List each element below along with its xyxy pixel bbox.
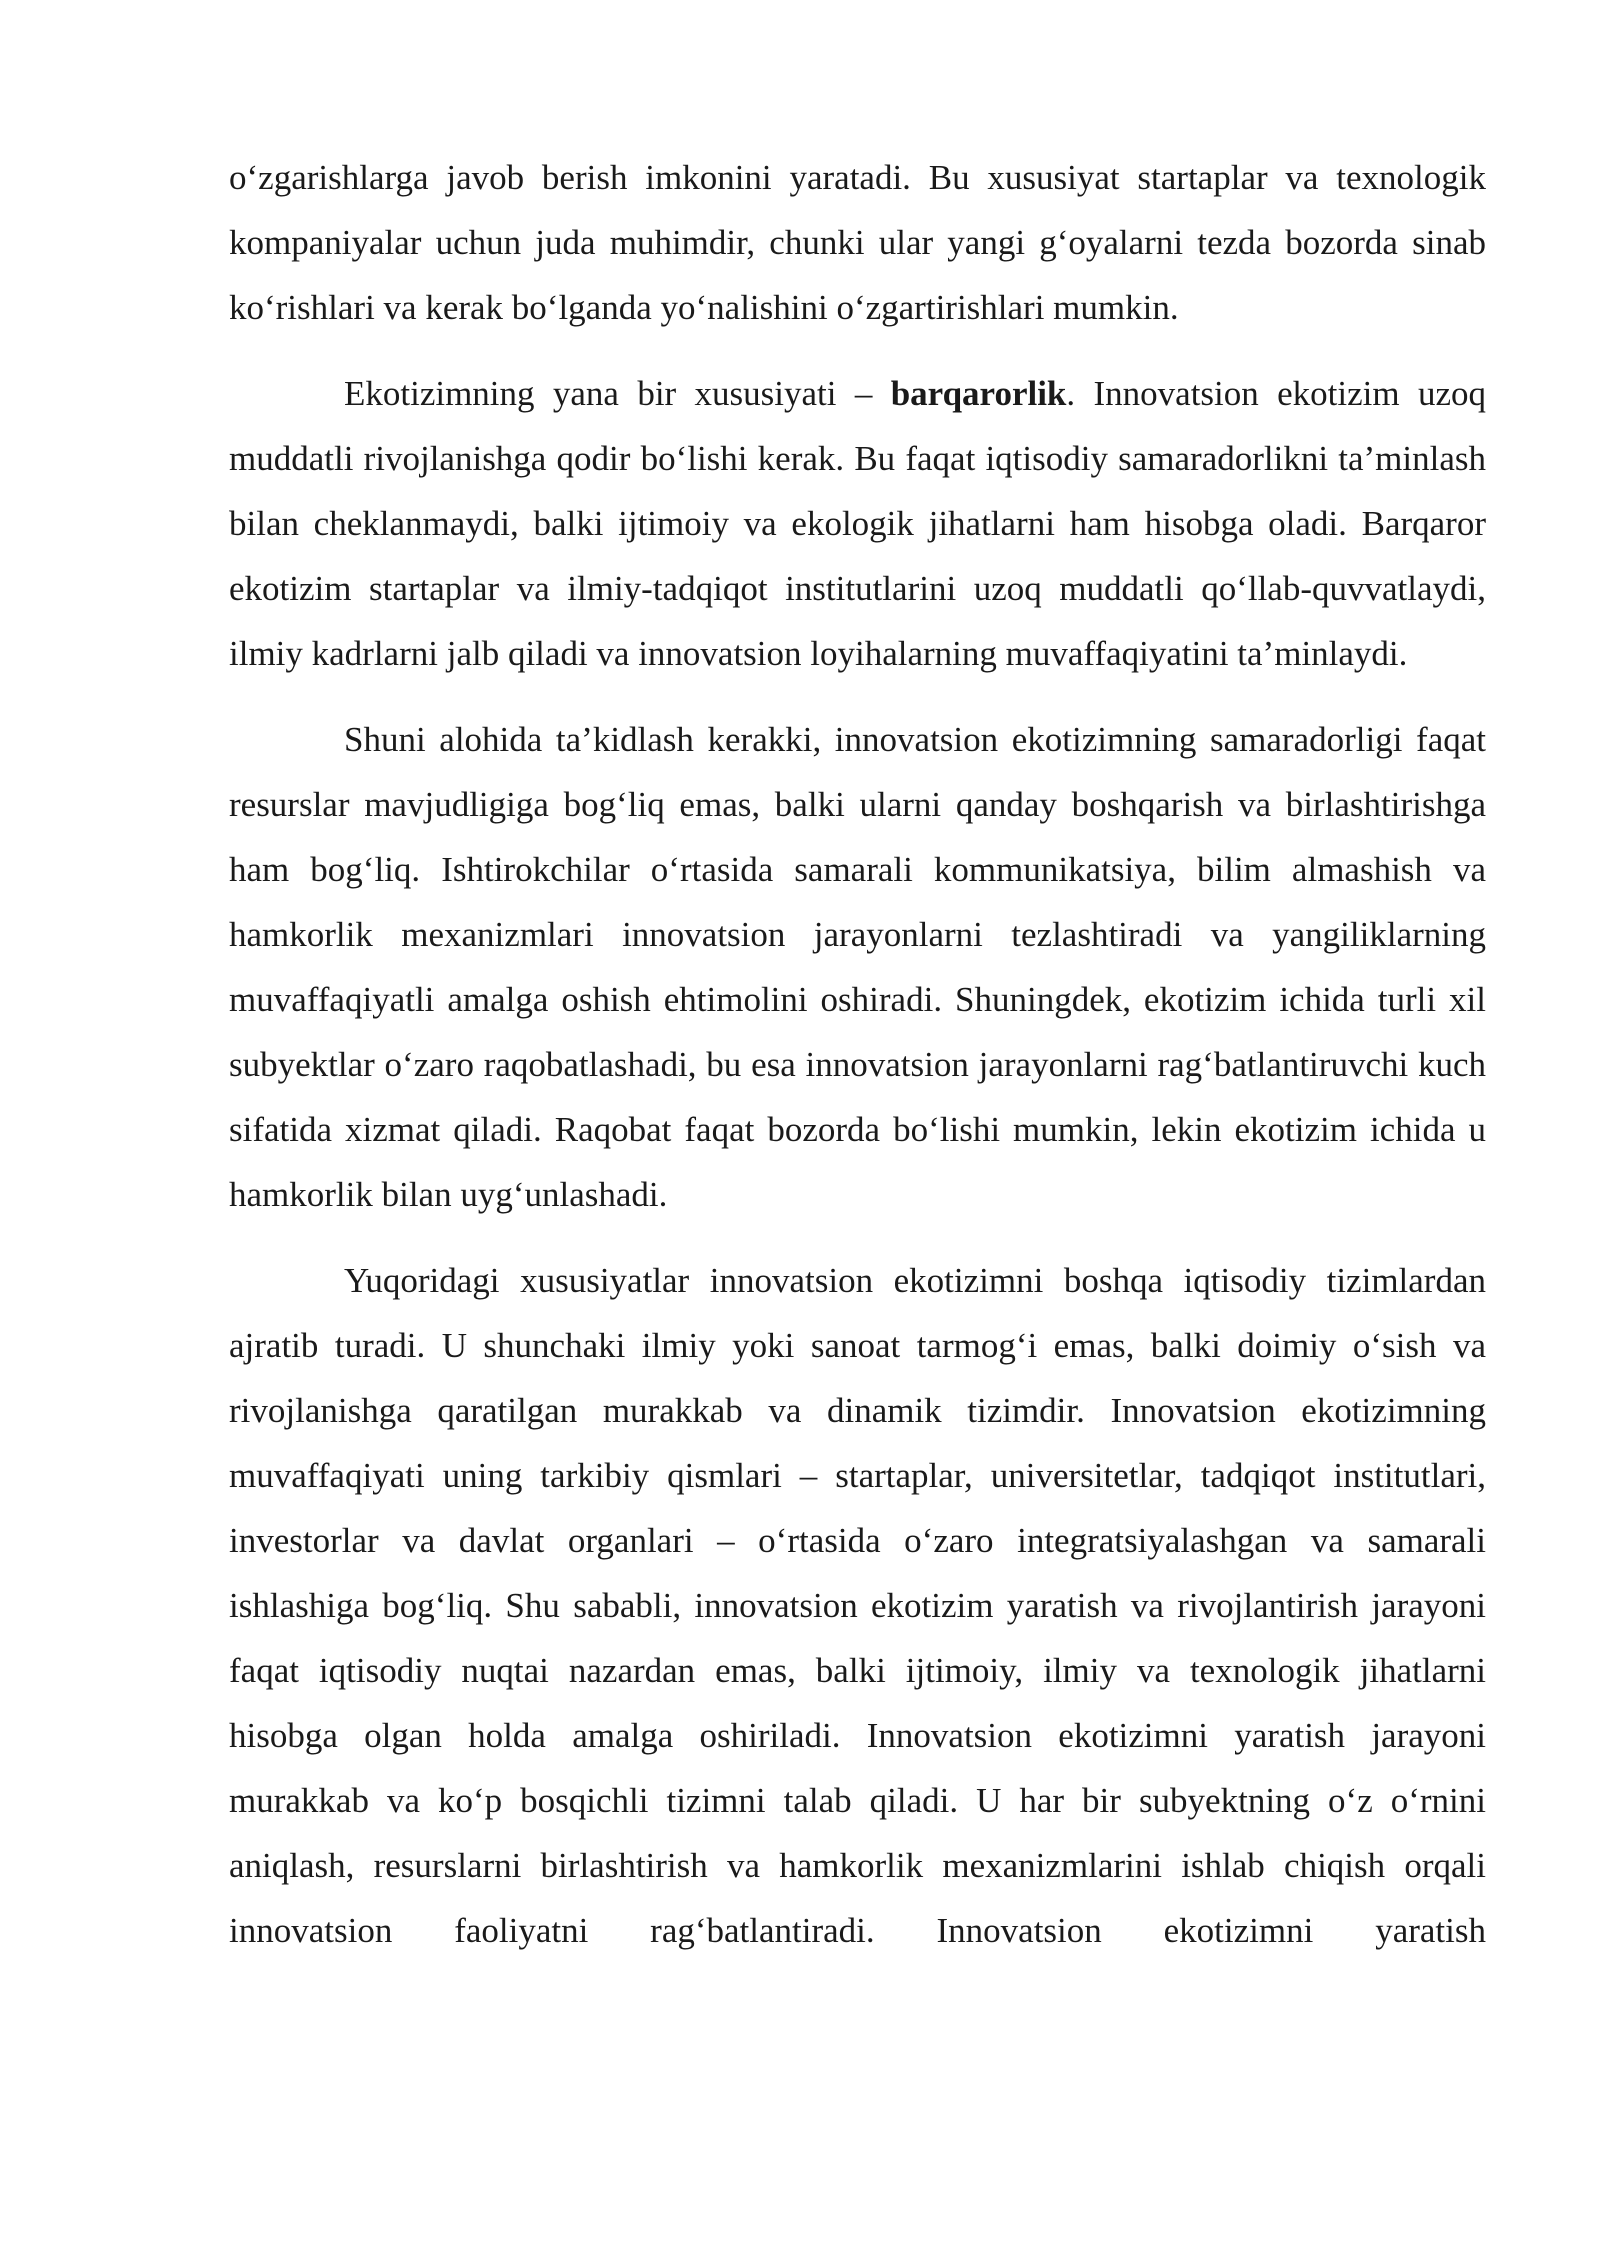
paragraph-3: Shuni alohida ta’kidlash kerakki, innovatsion ekotizimning samaradorligi faqat resurslar mavjudligiga bog‘liq emas, balki ularni qanday boshqarish va birlashtirishga ham bog‘liq. Ishtirokchilar o‘rtasida samarali kommunikatsiya, bilim almashish va hamkorlik mexanizmlari innovatsion jarayonlarni tezlashtiradi va yangiliklarning muvaffaqiyatli amalga oshish ehtimolini oshiradi. Shuningdek, ekotizim ichida turli xil subyektlar o‘zaro raqobatlashadi, bu esa innovatsion jarayonlarni rag‘batlantiruvchi kuch sifatida xizmat qiladi. Raqobat faqat bozorda bo‘lishi mumkin, lekin ekotizim ichida u hamkorlik bilan uyg‘unlashadi. [229,720,1486,1214]
paragraph-2-bold-term: barqarorlik [890,374,1067,413]
document-body [229,145,1486,1963]
paragraph-2-text-after: . Innovatsion ekotizim uzoq muddatli rivojlanishga qodir bo‘lishi kerak. Bu faqat iqtisodiy samaradorlikni ta’minlash bilan cheklanmaydi, balki ijtimoiy va ekologik jihatlarni ham hisobga oladi. Barqaror ekotizim startaplar va ilmiy-tadqiqot institutlarini uzoq muddatli qo‘llab-quvvatlaydi, ilmiy kadrlarni jalb qiladi va innovatsion loyihalarning muvaffaqiyatini ta’minlaydi. [229,374,1486,673]
paragraph-1: o‘zgarishlarga javob berish imkonini yaratadi. Bu xususiyat startaplar va texnologik kompaniyalar uchun juda muhimdir, chunki ular yangi g‘oyalarni tezda bozorda sinab ko‘rishlari va kerak bo‘lganda yo‘nalishini o‘zgartirishlari mumkin. [229,158,1486,327]
paragraph-2-text-before: Ekotizimning yana bir xususiyati – [344,374,891,413]
paragraph-4: Yuqoridagi xususiyatlar innovatsion ekotizimni boshqa iqtisodiy tizimlardan ajratib turadi. U shunchaki ilmiy yoki sanoat tarmog‘i emas, balki doimiy o‘sish va rivojlanishga qaratilgan murakkab va dinamik tizimdir. Innovatsion ekotizimning muvaffaqiyati uning tarkibiy qismlari – startaplar, universitetlar, tadqiqot institutlari, investorlar va davlat organlari – o‘rtasida o‘zaro integratsiyalashgan va samarali ishlashiga bog‘liq. Shu sababli, innovatsion ekotizim yaratish va rivojlantirish jarayoni faqat iqtisodiy nuqtai nazardan emas, balki ijtimoiy, ilmiy va texnologik jihatlarni hisobga olgan holda amalga oshiriladi. Innovatsion ekotizimni yaratish jarayoni murakkab va ko‘p bosqichli tizimni talab qiladi. U har bir subyektning o‘z o‘rnini aniqlash, resurslarni birlashtirish va hamkorlik mexanizmlarini ishlab chiqish orqali innovatsion faoliyatni rag‘batlantiradi. Innovatsion ekotizimni yaratish [229,1261,1486,1950]
paragraph-2 [229,361,1486,686]
